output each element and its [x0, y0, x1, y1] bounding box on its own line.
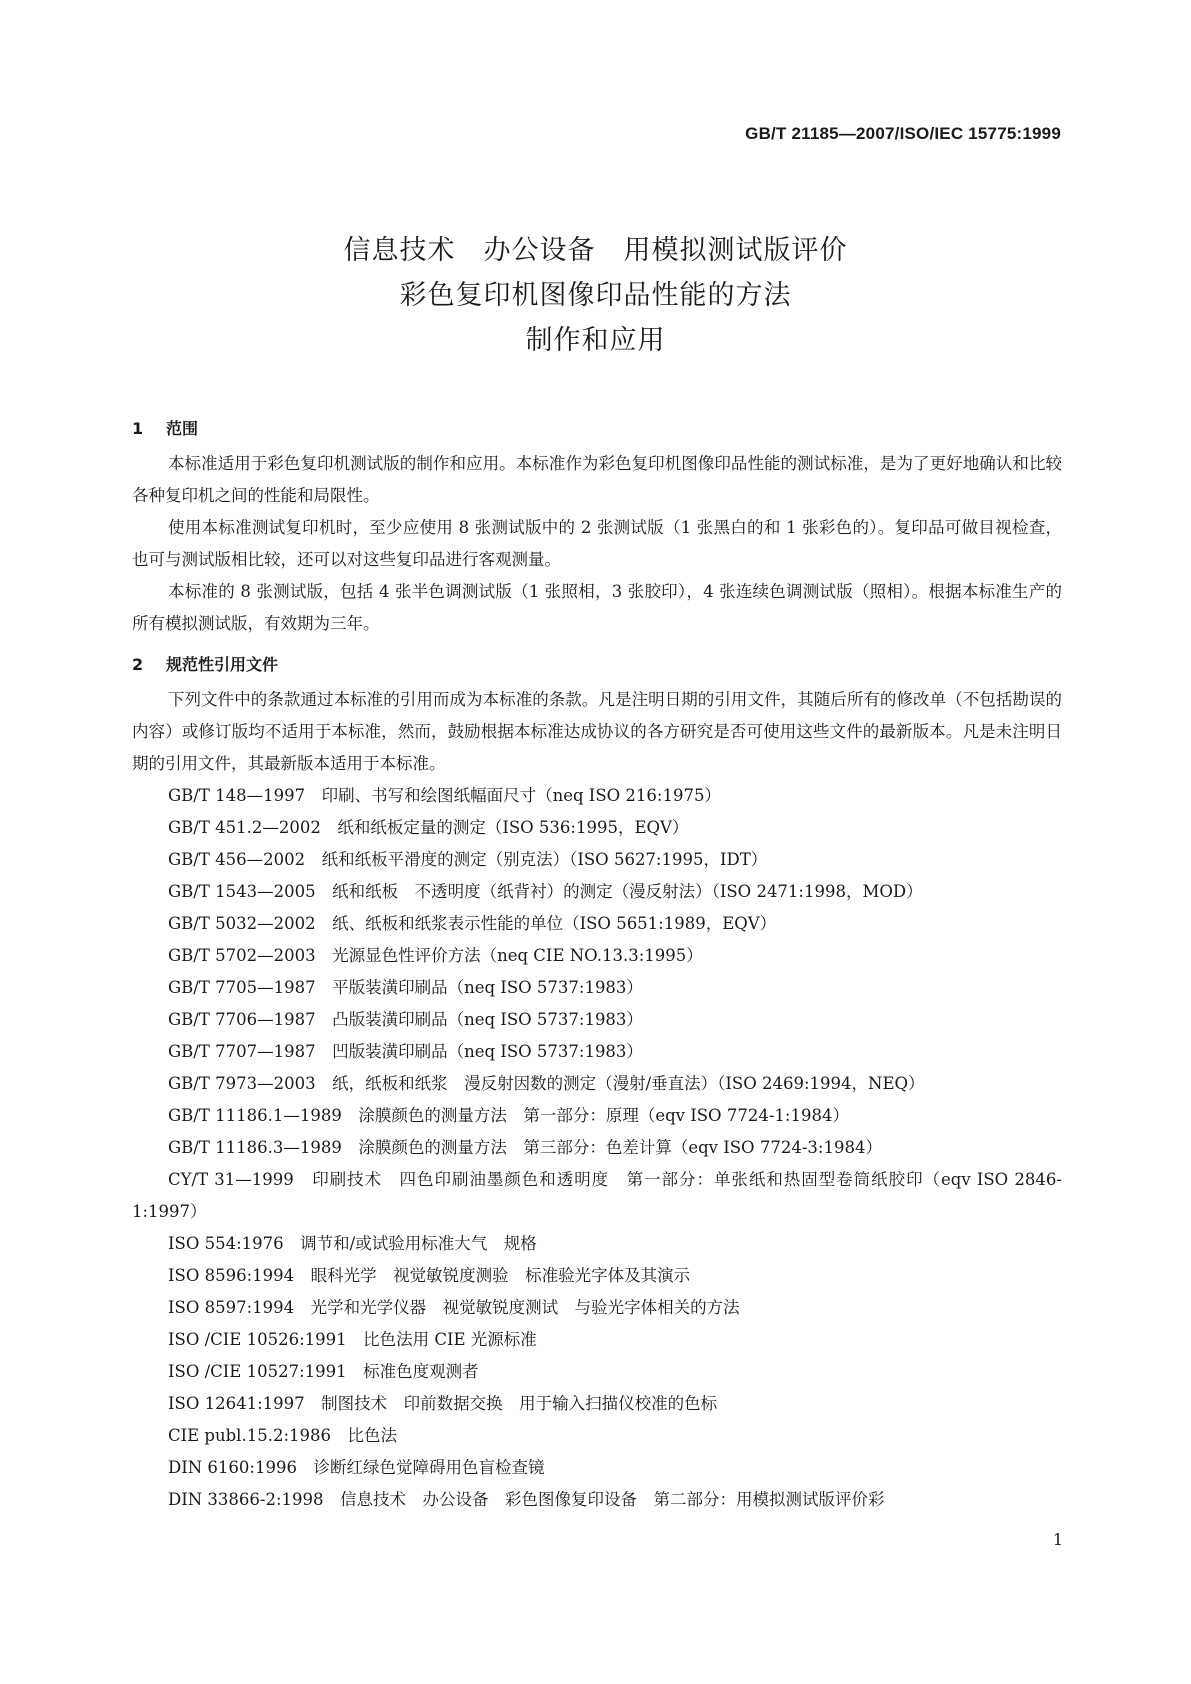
- section-heading-normative-references: [132, 646, 1062, 684]
- section-number: 2: [132, 655, 144, 674]
- page-number: 1: [1052, 1530, 1063, 1549]
- reference-item: CIE publ.15.2:1986 比色法: [168, 1426, 397, 1445]
- reference-item: GB/T 7705—1987 平版装潢印刷品（neq ISO 5737:1983）: [168, 978, 643, 997]
- reference-item: GB/T 5032—2002 纸、纸板和纸浆表示性能的单位（ISO 5651:1989，EQV）: [168, 914, 777, 933]
- reference-item: GB/T 148—1997 印刷、书写和绘图纸幅面尺寸（neq ISO 216:1975）: [168, 786, 721, 805]
- scope-paragraph: 本标准的 8 张测试版，包括 4 张半色调测试版（1 张照相，3 张胶印），4 张连续色调测试版（照相）。根据本标准生产的所有模拟测试版，有效期为三年。: [132, 582, 1062, 633]
- reference-item: GB/T 7973—2003 纸，纸板和纸浆 漫反射因数的测定（漫射/垂直法）（ISO 2469:1994，NEQ）: [168, 1074, 925, 1093]
- standard-code-header: GB/T 21185—2007/ISO/IEC 15775:1999: [745, 124, 1061, 143]
- document-body: [132, 410, 1062, 1516]
- reference-item: DIN 33866-2:1998 信息技术 办公设备 彩色图像复印设备 第二部分：用模拟测试版评价彩: [168, 1490, 885, 1509]
- reference-item: GB/T 11186.3—1989 涂膜颜色的测量方法 第三部分：色差计算（eqv ISO 7724-3:1984）: [168, 1138, 882, 1157]
- reference-item: GB/T 7706—1987 凸版装潢印刷品（neq ISO 5737:1983）: [168, 1010, 643, 1029]
- reference-item: ISO 8597:1994 光学和光学仪器 视觉敏锐度测试 与验光字体相关的方法: [168, 1298, 740, 1317]
- title-line-3: 制作和应用: [525, 325, 666, 356]
- section-number: 1: [132, 419, 144, 438]
- reference-item: GB/T 1543—2005 纸和纸板 不透明度（纸背衬）的测定（漫反射法）（ISO 2471:1998，MOD）: [168, 882, 923, 901]
- scope-paragraph: 本标准适用于彩色复印机测试版的制作和应用。本标准作为彩色复印机图像印品性能的测试标准，是为了更好地确认和比较各种复印机之间的性能和局限性。: [132, 454, 1062, 505]
- reference-item: GB/T 7707—1987 凹版装潢印刷品（neq ISO 5737:1983）: [168, 1042, 643, 1061]
- title-line-2: 彩色复印机图像印品性能的方法: [399, 280, 792, 311]
- reference-item: ISO 12641:1997 制图技术 印前数据交换 用于输入扫描仪校准的色标: [168, 1394, 718, 1413]
- section-title: 范围: [166, 419, 199, 438]
- reference-item: ISO 554:1976 调节和/或试验用标准大气 规格: [168, 1234, 537, 1253]
- reference-item: GB/T 451.2—2002 纸和纸板定量的测定（ISO 536:1995，EQV）: [168, 818, 689, 837]
- title-line-1: 信息技术 办公设备 用模拟测试版评价: [343, 235, 848, 266]
- section-title: 规范性引用文件: [166, 655, 279, 674]
- reference-item: ISO /CIE 10526:1991 比色法用 CIE 光源标准: [168, 1330, 537, 1349]
- reference-item: CY/T 31—1999 印刷技术 四色印刷油墨颜色和透明度 第一部分：单张纸和热固型卷筒纸胶印（eqv ISO 2846-1:1997）: [132, 1170, 1062, 1221]
- reference-item: DIN 6160:1996 诊断红绿色觉障碍用色盲检查镜: [168, 1458, 545, 1477]
- reference-item: GB/T 456—2002 纸和纸板平滑度的测定（别克法）（ISO 5627:1995，IDT）: [168, 850, 768, 869]
- reference-item: ISO 8596:1994 眼科光学 视觉敏锐度测验 标准验光字体及其演示: [168, 1266, 691, 1285]
- section-heading-scope: [132, 410, 1062, 448]
- scope-paragraph: 使用本标准测试复印机时，至少应使用 8 张测试版中的 2 张测试版（1 张黑白的和 1 张彩色的）。复印品可做目视检查，也可与测试版相比较，还可以对这些复印品进行客观测量。: [132, 518, 1062, 569]
- reference-item: GB/T 11186.1—1989 涂膜颜色的测量方法 第一部分：原理（eqv ISO 7724-1:1984）: [168, 1106, 849, 1125]
- reference-item: GB/T 5702—2003 光源显色性评价方法（neq CIE NO.13.3:1995）: [168, 946, 703, 965]
- document-title: [0, 228, 1191, 363]
- references-intro: 下列文件中的条款通过本标准的引用而成为本标准的条款。凡是注明日期的引用文件，其随后所有的修改单（不包括勘误的内容）或修订版均不适用于本标准，然而，鼓励根据本标准达成协议的各方研究是否可使用这些文件的最新版本。凡是未注明日期的引用文件，其最新版本适用于本标准。: [132, 690, 1062, 773]
- reference-item: ISO /CIE 10527:1991 标准色度观测者: [168, 1362, 479, 1381]
